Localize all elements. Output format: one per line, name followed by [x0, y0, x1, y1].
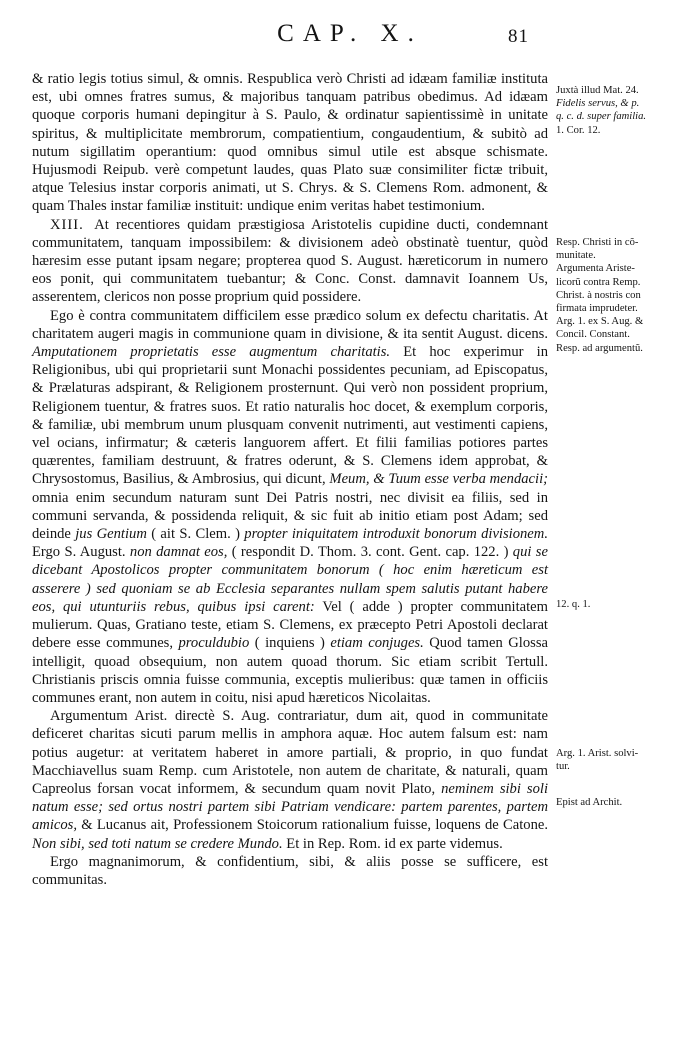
- p3-quote-meum-tuum: Meum, & Tuum esse verba mendacii;: [329, 471, 548, 488]
- p3-text-a: Ego è contra communitatem difficilem esse prædico solum ex defectu charitatis. At charitatem augeri magis in communione quam in divisione, & ita sentit August. dicens.: [32, 307, 548, 342]
- p3-text-f: ( respondit D. Thom. 3. cont. Gent. cap. 122. ): [231, 544, 509, 561]
- p4-quote-plato: neminem sibi soli natum esse; sed ortus nostri partem sibi Patriam vendicare: partem parentes, partem amicos,: [32, 780, 548, 834]
- paragraph-3: [32, 307, 548, 707]
- margin-note-epistle: [556, 796, 690, 809]
- p3-quote-thomas: qui se dicebant Apostolicos propter communitatem bonorum ( hoc enim hæreticum est asserere ) sed quoniam se ab Ecclesia separantes nullam spem salutis putant habere eos, qui utunturiis rebus, quibus ipsi carent:: [32, 544, 548, 615]
- margin-note-line: 1. Cor. 12.: [556, 124, 601, 136]
- paragraph-5: [32, 853, 548, 889]
- p3-text-e: Ergo S. August.: [32, 544, 126, 561]
- margin-note-line: firmata imprudeter.: [556, 303, 638, 315]
- margin-note-responses: [556, 236, 690, 355]
- paragraph-2: [32, 216, 548, 307]
- margin-note-line: Resp. Christi in cõ-: [556, 237, 639, 248]
- margin-note-line: munitate.: [556, 250, 596, 262]
- paragraph-1-text: & ratio legis totius simul, & omnis. Respublica verò Christi ad idæam familiæ instituta est, ubi omnes fratres sumus, & majoribus tanquam patribus obedimus. Ad idæam quoque corporis humani depingitur à S. Paulo, & ordinatur sapientissimè in unitate spiritus, & multiplicitate membrorum, compatientium, congaudentium, & subitò ad nutum sigillatim operantium: quod omnibus simul utile est absque schismate. Hujusmodi Reipub. verè competunt laudes, quas Plato suæ consimiliter fictæ tribuit, atque Telesius instar corporis animati, ut S. Chrys. & S. Clemens Rom. admonent, & quam Thales instar familiæ instituit: undique enim veritas habet testimonium.: [32, 71, 548, 215]
- p3-text-i: Quod tamen Glossa intelligit, quoad obsequium, non autem quoad thorum. Sic etiam scribit Tertull. Christianis priscis omnia fuisse communia, exceptis mulieribus: quæ tamen in officiis communes erant, non autem in coitu, nisi apud hæreticos Nicolaitas.: [32, 635, 548, 706]
- p3-quote-proculdubio: proculdubio: [178, 635, 250, 652]
- p4-quote-lucanus: Non sibi, sed toti natum se credere Mundo.: [32, 835, 283, 852]
- main-text: [32, 70, 548, 889]
- margin-note-matthew: [556, 84, 690, 137]
- margin-note-line: Concil. Constant.: [556, 329, 630, 341]
- p3-text-d: ( ait S. Clem. ): [151, 526, 240, 543]
- page-number: 81: [508, 26, 529, 47]
- margin-note-line: tur.: [556, 761, 570, 773]
- p4-text-c: Et in Rep. Rom. id ex parte videmus.: [286, 835, 503, 852]
- p4-text-b: & Lucanus ait, Professionem Stoicorum rationalium fuisse, loquens de Catone.: [81, 817, 548, 834]
- p3-quote-conjuges: etiam conjuges.: [330, 635, 424, 652]
- section-marker: XIII.: [50, 216, 84, 233]
- margin-note-line: q. c. d. super familia.: [556, 111, 647, 123]
- p3-text-g: Vel ( adde ) propter communitatem mulierum. Quas, Gratiano teste, etiam S. Clemens, ex præcepto Petri Apostoli declarat debere esse communes,: [32, 598, 548, 652]
- p3-quote-non-damnat: non damnat eos,: [129, 544, 228, 561]
- paragraph-5-text: Ergo magnanimorum, & confidentium, sibi, & aliis posse se sufficere, est communitas.: [32, 853, 548, 888]
- paragraph-4: [32, 707, 548, 853]
- margin-note-argument: [556, 747, 690, 773]
- margin-note-line: Arg. 1. ex S. Aug. &: [556, 316, 644, 328]
- margin-note-line: Resp. ad argumentũ.: [556, 342, 643, 354]
- margin-note-gratian: [556, 598, 690, 611]
- margin-note-line: licorũ contra Remp.: [556, 276, 641, 288]
- p3-text-b: Et hoc experimur in Religionibus, ubi qui proprietarii sunt Monachi possidentes pecuniam, ad Episcopatus, & Prælaturas adspirant, & Religionem prosternunt. Qui verò non possident proprium, Religionem tuentur, & fratres suos. Et ratio naturalis hoc docet, & exemplum corporis, & familiæ, ubi membrum unum plusquam convenit nutrimenti, aut vestimenti capiens, vel ocians, infirmatur; & cæteris languorem affert. Et filii familias potiores partes quærentes, familiam destruunt, & fratres oderunt, & S. Clemens idem approbat, & Chrysostomus, Basilius, & Ambrosius, qui dicunt,: [32, 344, 548, 488]
- p4-text-a: Argumentum Arist. directè S. Aug. contrariatur, dum ait, quod in communitate deficeret charitas sicuti parum mellis in amphora aquæ. Hoc autem falsum est: nam potius augetur: at veritatem haberet in amore partiali, & proprio, in quo fundat Macchiavellus suam Remp. cum Aristotele, non autem de charitate, & naturali, quam Capreolus forsan vocat informem, & secundum quam novit Plato,: [32, 708, 548, 797]
- margin-note-line: 12. q. 1.: [556, 599, 591, 610]
- running-title: CAP. X.: [277, 20, 423, 47]
- margin-note-line: Epist ad Archit.: [556, 797, 623, 808]
- paragraph-1: [32, 70, 548, 216]
- margin-note-line: Argumenta Ariste-: [556, 263, 635, 275]
- p3-quote-clemens: propter iniquitatem introduxit bonorum divisionem.: [244, 526, 548, 543]
- margin-note-line: Fidelis servus, & p.: [556, 98, 640, 110]
- margin-note-line: Christ. à nostris con: [556, 289, 641, 301]
- margin-note-line: Juxtà illud Mat. 24.: [556, 85, 639, 96]
- p3-jus-gentium: jus Gentium: [75, 526, 147, 543]
- paragraph-2-text: At recentiores quidam præstigiosa Aristotelis cupidine ducti, condemnant communitatem, tanquam impossibilem: & divisionem adeò obstinatè tuentur, quòd hæresim esse putant ipsam negare; propterea quod S. August. hæreticorum in numero eos ponit, qui communitatem tuebantur; & Conc. Const. damnavit Ioannem Us, asserentem, clericos non posse proprium quid possidere.: [32, 216, 549, 306]
- p3-quote-augustine: Amputationem proprietatis esse augmentum charitatis.: [32, 344, 391, 361]
- margin-note-line: Arg. 1. Arist. solvi-: [556, 748, 639, 759]
- p3-text-h: ( inquiens ): [254, 635, 325, 652]
- p3-text-c: omnia enim secundum naturam sunt Dei Patris nostri, nec divisit ea filiis, sed in communi servanda, & possidenda reliquit, & sic fuit ab initio etiam post Adam; sed deinde: [32, 489, 548, 543]
